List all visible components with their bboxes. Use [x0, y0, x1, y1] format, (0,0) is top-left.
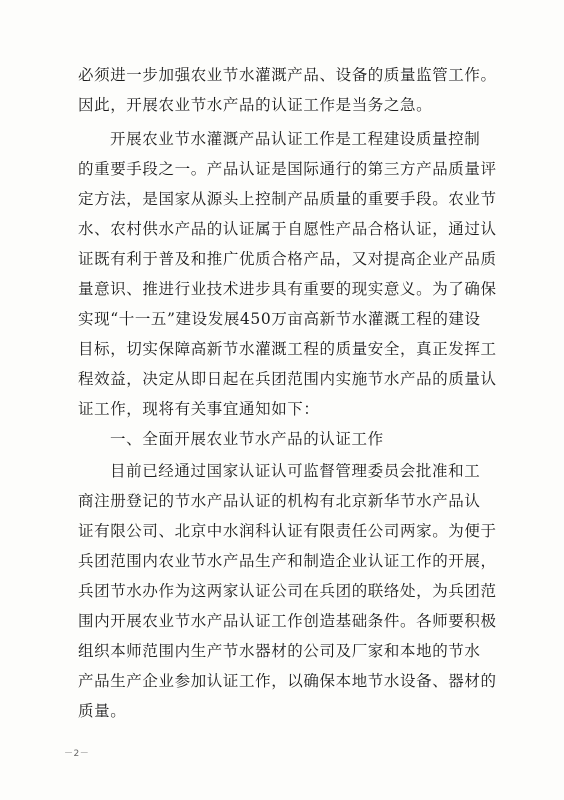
- text-line: 的重要手段之一。产品认证是国际通行的第三方产品质量评: [78, 160, 497, 178]
- text-line: 质量。: [78, 702, 127, 720]
- text-line: 开展农业节水灌溉产品认证工作是工程建设质量控制: [110, 130, 481, 148]
- text-line: 目前已经通过国家认证认可监督管理委员会批准和工: [110, 462, 481, 480]
- page-number: －2－: [64, 749, 90, 759]
- text-line: 围内开展农业节水产品认证工作创造基础条件。各师要积极: [78, 612, 497, 630]
- text-line: 产品生产企业参加认证工作，以确保本地节水设备、器材的: [78, 672, 497, 690]
- paragraph-certification-bodies: [78, 456, 518, 726]
- text-line: 证工作，现将有关事宜通知如下：: [78, 400, 320, 418]
- text-line: 证既有利于普及和推广优质合格产品，又对提高企业产品质: [78, 250, 497, 268]
- text-line: 水、农村供水产品的认证属于自愿性产品合格认证，通过认: [78, 220, 497, 238]
- text-line: 因此，开展农业节水产品的认证工作是当务之急。: [78, 96, 433, 114]
- section-heading: [78, 424, 518, 454]
- text-line: 必须进一步加强农业节水灌溉产品、设备的质量监管工作。: [78, 66, 497, 84]
- section-heading-text: 一、全面开展农业节水产品的认证工作: [110, 430, 384, 448]
- text-line: 目标，切实保障高新节水灌溉工程的质量安全，真正发挥工: [78, 340, 497, 358]
- paragraph-continued: [78, 60, 518, 120]
- paragraph-certification-importance: [78, 124, 518, 424]
- text-line: 程效益，决定从即日起在兵团范围内实施节水产品的质量认: [78, 370, 497, 388]
- text-line: 兵团节水办作为这两家认证公司在兵团的联络处，为兵团范: [78, 582, 497, 600]
- text-line: 商注册登记的节水产品认证的机构有北京新华节水产品认: [78, 492, 481, 510]
- text-line: 实现“十一五”建设发展450万亩高新节水灌溉工程的建设: [78, 310, 481, 328]
- text-line: 量意识、推进行业技术进步具有重要的现实意义。为了确保: [78, 280, 497, 298]
- text-line: 兵团范围内农业节水产品生产和制造企业认证工作的开展，: [78, 552, 497, 570]
- text-line: 定方法，是国家从源头上控制产品质量的重要手段。农业节: [78, 190, 497, 208]
- text-line: 组织本师范围内生产节水器材的公司及厂家和本地的节水: [78, 642, 481, 660]
- text-line: 证有限公司、北京中水润科认证有限责任公司两家。为便于: [78, 522, 497, 540]
